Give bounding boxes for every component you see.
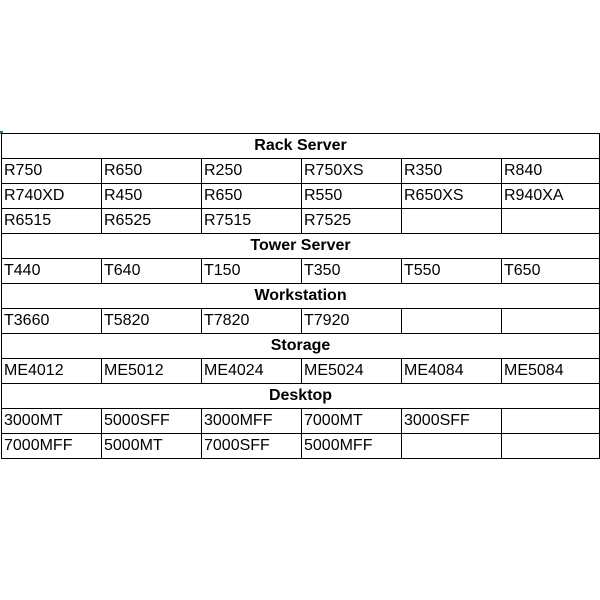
table-row: [2, 259, 600, 284]
empty-cell[interactable]: [502, 209, 600, 234]
model-cell[interactable]: R550: [302, 184, 402, 209]
section-header-row: [2, 334, 600, 359]
model-cell[interactable]: R7515: [202, 209, 302, 234]
model-cell[interactable]: R450: [102, 184, 202, 209]
section-title-desktop: Desktop: [2, 384, 600, 409]
model-cell[interactable]: R6515: [2, 209, 102, 234]
model-cell[interactable]: 5000MFF: [302, 434, 402, 459]
empty-cell[interactable]: [402, 209, 502, 234]
model-cell[interactable]: 3000MFF: [202, 409, 302, 434]
table-row: [2, 309, 600, 334]
model-cell[interactable]: R940XA: [502, 184, 600, 209]
table-row: [2, 359, 600, 384]
section-title-rack-server: Rack Server: [2, 134, 600, 159]
model-cell[interactable]: ME5024: [302, 359, 402, 384]
model-cell[interactable]: R650XS: [402, 184, 502, 209]
model-cell[interactable]: 3000SFF: [402, 409, 502, 434]
model-cell[interactable]: R840: [502, 159, 600, 184]
model-cell[interactable]: 5000MT: [102, 434, 202, 459]
model-cell[interactable]: T7820: [202, 309, 302, 334]
model-cell[interactable]: R7525: [302, 209, 402, 234]
model-cell[interactable]: ME5084: [502, 359, 600, 384]
section-header-row: [2, 234, 600, 259]
section-header-row: [2, 134, 600, 159]
table-row: [2, 184, 600, 209]
model-cell[interactable]: ME4012: [2, 359, 102, 384]
section-title-storage: Storage: [2, 334, 600, 359]
empty-cell[interactable]: [402, 309, 502, 334]
model-cell[interactable]: R650: [202, 184, 302, 209]
model-cell[interactable]: T3660: [2, 309, 102, 334]
model-cell[interactable]: 7000MT: [302, 409, 402, 434]
model-cell[interactable]: R750: [2, 159, 102, 184]
section-header-row: [2, 284, 600, 309]
model-cell[interactable]: 5000SFF: [102, 409, 202, 434]
empty-cell[interactable]: [502, 409, 600, 434]
empty-cell[interactable]: [502, 309, 600, 334]
model-cell[interactable]: 3000MT: [2, 409, 102, 434]
model-cell[interactable]: 7000MFF: [2, 434, 102, 459]
model-cell[interactable]: T640: [102, 259, 202, 284]
table-row: [2, 434, 600, 459]
table-row: [2, 409, 600, 434]
model-cell[interactable]: R6525: [102, 209, 202, 234]
model-cell[interactable]: T5820: [102, 309, 202, 334]
model-cell[interactable]: 7000SFF: [202, 434, 302, 459]
model-cell[interactable]: T350: [302, 259, 402, 284]
product-model-table: [1, 133, 600, 459]
table-row: [2, 159, 600, 184]
model-cell[interactable]: T650: [502, 259, 600, 284]
section-header-row: [2, 384, 600, 409]
model-cell[interactable]: R650: [102, 159, 202, 184]
empty-cell[interactable]: [402, 434, 502, 459]
model-cell[interactable]: T150: [202, 259, 302, 284]
model-cell[interactable]: R740XD: [2, 184, 102, 209]
model-cell[interactable]: R250: [202, 159, 302, 184]
model-cell[interactable]: ME5012: [102, 359, 202, 384]
table-row: [2, 209, 600, 234]
section-title-workstation: Workstation: [2, 284, 600, 309]
section-title-tower-server: Tower Server: [2, 234, 600, 259]
model-cell[interactable]: R750XS: [302, 159, 402, 184]
model-cell[interactable]: ME4084: [402, 359, 502, 384]
model-cell[interactable]: T440: [2, 259, 102, 284]
empty-cell[interactable]: [502, 434, 600, 459]
model-cell[interactable]: T7920: [302, 309, 402, 334]
model-cell[interactable]: R350: [402, 159, 502, 184]
model-cell[interactable]: ME4024: [202, 359, 302, 384]
model-cell[interactable]: T550: [402, 259, 502, 284]
